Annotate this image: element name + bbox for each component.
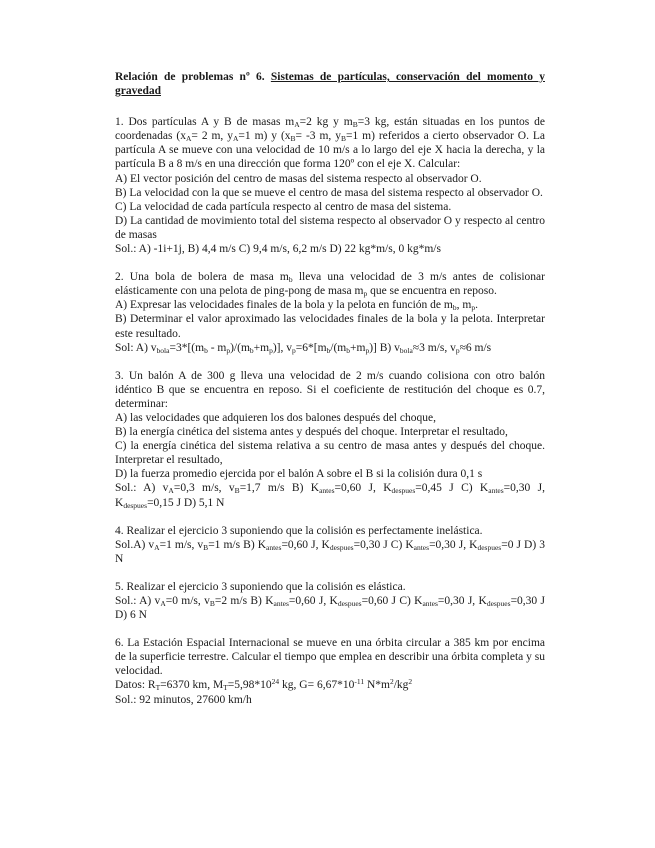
problem-line: B) la energía cinética del sistema antes y después del choque. Interpretar el resultado, — [115, 426, 508, 439]
problem-line: C) la energía cinética del sistema relativa a su centro de masa antes y después del choque. Interpretar el resultado, — [115, 440, 545, 467]
problem-line: C) La velocidad de cada partícula respecto al centro de masa del sistema. — [115, 200, 452, 213]
problem-line: B) La velocidad con la que se mueve el centro de masa del sistema respecto al observador O. — [115, 186, 543, 199]
title-lead: Relación de problemas nº 6. — [115, 71, 271, 83]
problem-line: A) Expresar las velocidades finales de la bola y la pelota en función de $m_b$, $m_p$. — [115, 299, 478, 313]
document-page — [115, 70, 545, 721]
problem-solution: Sol: A) $v_{bola}=3*[(m_b - m_p)/(m_b+m_p)]$, $v_p=6*[m_b/(m_b+m_p)]$ B) $v_{bola}\approx 3$ m/s, $v_p\approx 6$ m/s — [115, 341, 492, 355]
problem-solution: Sol.: A) -1i+1j, B) 4,4 m/s C) 9,4 m/s, 6,2 m/s D) 22 kg*m/s, 0 kg*m/s — [115, 243, 441, 256]
problem-list — [115, 115, 545, 706]
problem-statement: 1. Dos partículas A y B de masas $m_A=2$ kg y $m_B=3$ kg, están situadas en los puntos de coordenadas ($x_A= 2$ m, $y_A=1$ m) y ($x_B= -3$ m, $y_B=1$ m) referidos a cierto observador O. La partícula A se mueve con una velocidad de 10 m/s a lo largo del eje X hacia la derecha, y la partícula B a 8 m/s en una dirección que forma 120º con el eje X. Calcular: — [115, 116, 546, 171]
problem-line: B) Determinar el valor aproximado las velocidades finales de la bola y la pelota. Interpretar este resultado. — [115, 313, 545, 340]
problem-statement: 5. Realizar el ejercicio 3 suponiendo que la colisión es elástica. — [115, 580, 406, 593]
problem-line: D) La cantidad de movimiento total del sistema respecto al observador O y respecto al centro de masas — [115, 214, 545, 241]
problem-statement: 3. Un balón A de 300 g lleva una velocidad de 2 m/s cuando colisiona con otro balón idéntico B que se encuentra en reposo. Si el coeficiente de restitución del choque es 0.7, determinar: — [115, 369, 545, 410]
problem-5 — [115, 580, 545, 622]
problem-4 — [115, 524, 545, 566]
problem-1 — [115, 115, 545, 256]
problem-statement: 4. Realizar el ejercicio 3 suponiendo que la colisión es perfectamente inelástica. — [115, 524, 483, 537]
problem-6 — [115, 636, 545, 706]
problem-statement: 6. La Estación Espacial Internacional se mueve en una órbita circular a 385 km por encima de la superficie terrestre. Calcular el tiempo que emplea en describir una órbita completa y su velocidad. — [115, 637, 545, 678]
problem-2 — [115, 270, 545, 355]
problem-solution: Sol.A) $v_A=1$ m/s, $v_B=1$ m/s B) $K_{antes}=0,60$ J, $K_{despues}=0,30$ J C) $K_{antes}=0,30$ J, $K_{despues}=0$ J D) 3 N — [115, 538, 545, 565]
problem-solution: Sol.: A) $v_A=0$ m/s, $v_B=2$ m/s B) $K_{antes}=0,60$ J, $K_{despues}=0,60$ J C) $K_{antes}=0,30$ J, $K_{despues}=0,30$ J D) 6 N — [115, 595, 545, 622]
title-underlined: Sistemas de partículas, conservación del momento y gravedad — [115, 71, 545, 98]
document-title — [115, 70, 545, 98]
problem-line: Datos: $R_T=6370$ km, $M_T=5,98*10^{24}$ kg, $G= 6,67*10^{-11}$ $N*m^2/kg^2$ — [115, 677, 413, 693]
problem-solution: Sol.: A) $v_A=0,3$ m/s, $v_B=1,7$ m/s B) $K_{antes}=0,60$ J, $K_{despues}=0,45$ J C) $K_{antes}=0,30$ J, $K_{despues}=0,15$ J D) 5,1 N — [115, 482, 545, 510]
problem-line: A) las velocidades que adquieren los dos balones después del choque, — [115, 411, 436, 424]
problem-line: D) la fuerza promedio ejercida por el balón A sobre el B si la colisión dura 0,1 s — [115, 468, 483, 481]
problem-line: A) El vector posición del centro de masas del sistema respecto al observador O. — [115, 172, 482, 185]
problem-statement: 2. Una bola de bolera de masa $m_b$ lleva una velocidad de 3 m/s antes de colisionar elásticamente con una pelota de ping-pong de masa $m_p$ que se encuentra en reposo. — [115, 271, 545, 299]
problem-solution: Sol.: 92 minutos, 27600 km/h — [115, 693, 252, 706]
problem-3 — [115, 369, 545, 510]
